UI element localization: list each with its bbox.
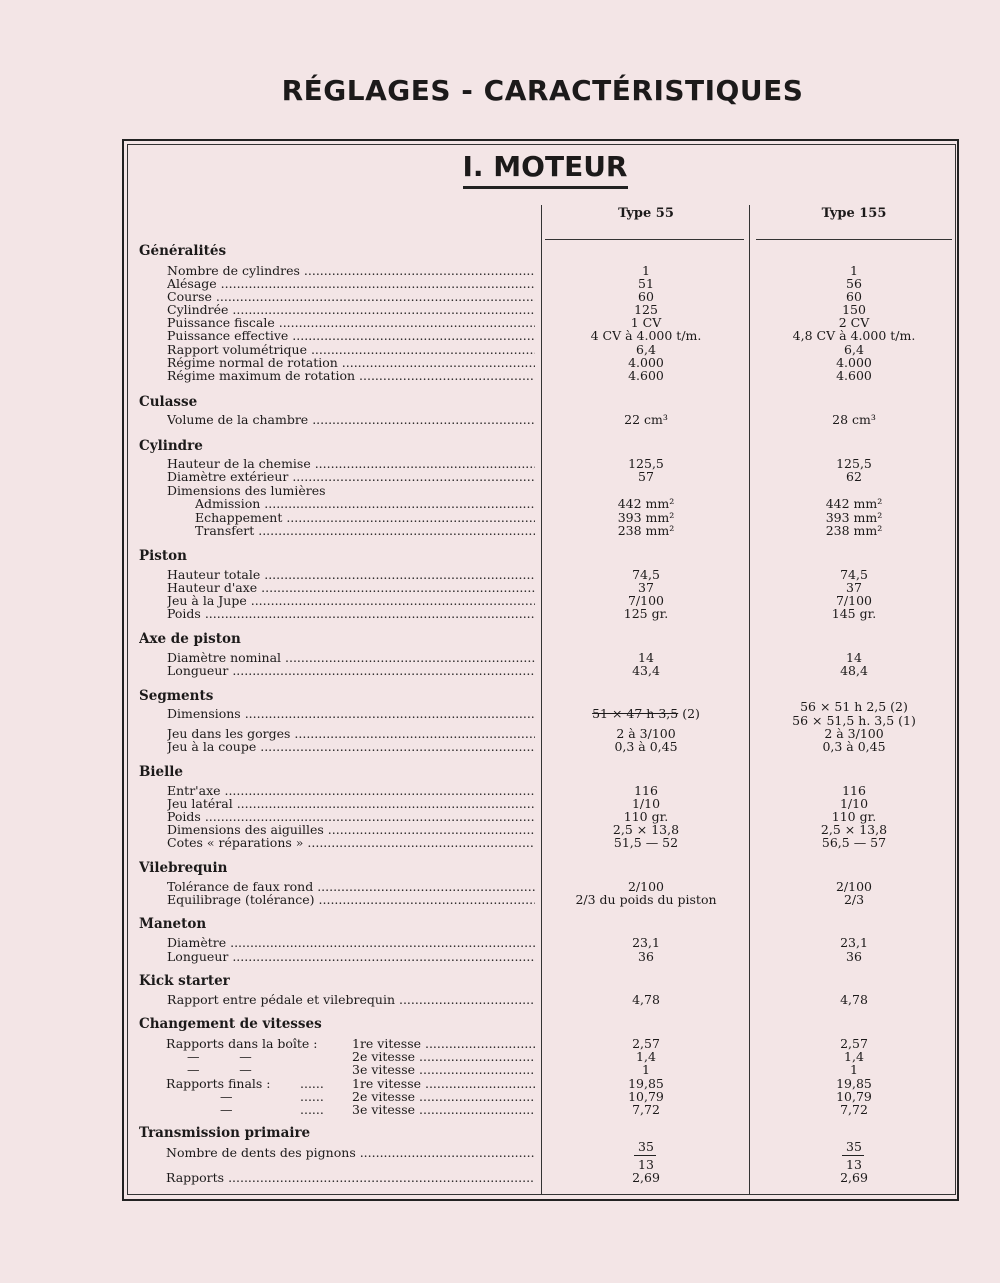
row-label: Diamètre ..... [167, 936, 535, 950]
group-kick-starter: Kick starter [139, 974, 230, 988]
value-type55: 19,85 [628, 1076, 664, 1091]
value-type55: 14 [638, 650, 654, 665]
group-changement-de-vitesses: Changement de vitesses [139, 1017, 322, 1031]
value-type55: 1/10 [631, 796, 661, 811]
value-type155: 56 [846, 276, 862, 291]
row-label: Alésage ..... [167, 277, 535, 291]
value-type55: 23,1 [632, 935, 660, 950]
value-type155: 1 [850, 263, 858, 278]
value-type155: 37 [846, 580, 862, 595]
row-label: Rapports dans la boîte : [166, 1037, 318, 1051]
value-type155: 19,85 [836, 1076, 872, 1091]
row-label: — [220, 1090, 233, 1104]
value-type155: 125,5 [836, 456, 872, 471]
group-piston: Piston [139, 549, 187, 563]
row-label: Dimensions des lumières [167, 484, 326, 498]
table-row [0, 993, 1000, 1007]
row-label: Cylindrée ..... [167, 303, 535, 317]
row-label: — — [187, 1050, 252, 1064]
row-label: Dimensions des aiguilles ..... [167, 823, 535, 837]
value-type155: 36 [846, 949, 862, 964]
row-label: Jeu dans les gorges ..... [167, 727, 535, 741]
group-axe-de-piston: Axe de piston [139, 632, 241, 646]
row-label: Course ..... [167, 290, 535, 304]
value-type55: 4,78 [632, 992, 660, 1007]
row-label: Tolérance de faux rond ..... [167, 880, 535, 894]
row-label: Echappement ..... [195, 511, 535, 525]
value-type155: 2,5 × 13,8 [820, 822, 888, 837]
table-row [0, 950, 1000, 964]
row-label: Jeu à la coupe ..... [167, 740, 535, 754]
row-sublabel: 1re vitesse ..... [352, 1077, 535, 1091]
row-label: Diamètre extérieur ..... [167, 470, 535, 484]
row-label: Rapport volumétrique ..... [167, 343, 535, 357]
value-type155: 2,57 [840, 1036, 868, 1051]
row-sublabel: 1re vitesse ..... [352, 1037, 535, 1051]
struck-value: 51 × 47 h 3,5 [592, 706, 679, 721]
fraction-numerator [0, 1140, 1000, 1154]
row-sublabel: 2e vitesse ..... [352, 1090, 535, 1104]
group-bielle: Bielle [139, 765, 183, 779]
value-type55: 125,5 [628, 456, 664, 471]
value-type155: 28 cm³ [832, 412, 876, 427]
leader-dots: ...... [300, 1090, 324, 1104]
value-type155: 6,4 [844, 342, 864, 357]
table-row [0, 740, 1000, 754]
value-type155: 2/100 [835, 879, 873, 894]
row-sublabel: 2e vitesse ..... [352, 1050, 535, 1064]
value-type155: 1 [850, 1062, 858, 1077]
value-type155: 150 [842, 302, 866, 317]
column-header-type55: Type 55 [618, 206, 674, 221]
value-type155: 2/3 [843, 892, 865, 907]
table-row [0, 936, 1000, 950]
row-label: Cotes « réparations » ..... [167, 836, 535, 850]
fraction-bar-type155 [842, 1155, 864, 1156]
table-row [0, 1063, 1000, 1077]
table-row [0, 470, 1000, 484]
value-type55: 4 CV à 4.000 t/m. [590, 328, 702, 343]
group-cylindre: Cylindre [139, 439, 203, 453]
value-type55: 22 cm³ [624, 412, 668, 427]
value-type55 [541, 707, 751, 721]
fraction-bar-type55 [634, 1155, 656, 1156]
group-transmission-primaire: Transmission primaire [139, 1126, 311, 1140]
value-type155: 238 mm² [825, 523, 883, 538]
value-type55: 238 mm² [617, 523, 675, 538]
value-type155: 56,5 — 57 [821, 835, 887, 850]
page-title: RÉGLAGES - CARACTÉRISTIQUES [281, 74, 804, 107]
row-sublabel: 3e vitesse ..... [352, 1103, 535, 1117]
row-label: Hauteur totale ..... [167, 568, 535, 582]
value-type55: 125 gr. [623, 606, 669, 621]
value-type55: 125 [634, 302, 658, 317]
row-label: — — [187, 1063, 252, 1077]
value-type55: 116 [634, 783, 658, 798]
value-type55: 1,4 [636, 1049, 656, 1064]
row-label: Rapports ..... [166, 1171, 535, 1185]
value-type55: 43,4 [632, 663, 660, 678]
group-generalites: Généralités [139, 244, 227, 258]
value-type155: 56 × 51 h 2,5 (2) [800, 699, 908, 714]
value-type55: 4.000 [628, 355, 664, 370]
value-type155: 62 [846, 469, 862, 484]
value-type55-denominator: 13 [638, 1157, 654, 1172]
row-label: Hauteur de la chemise ..... [167, 457, 535, 471]
footnote-ref: (2) [682, 706, 700, 721]
header-rule-2 [756, 239, 952, 240]
row-label: Régime normal de rotation ..... [167, 356, 535, 370]
value-type55: 51,5 — 52 [613, 835, 679, 850]
row-label: Poids ..... [167, 607, 535, 621]
row-label: Dimensions ..... [167, 707, 535, 721]
leader-dots: ...... [300, 1103, 324, 1117]
row-label: Longueur ..... [167, 950, 535, 964]
value-type155: 48,4 [840, 663, 868, 678]
value-type55: 37 [638, 580, 654, 595]
leader-dots: ...... [300, 1077, 324, 1091]
value-type55: 4.600 [628, 368, 664, 383]
value-type155: 145 gr. [831, 606, 877, 621]
value-type55: 2/100 [627, 879, 665, 894]
value-type155: 23,1 [840, 935, 868, 950]
row-label: — [220, 1103, 233, 1117]
row-label: Diamètre nominal ..... [167, 651, 535, 665]
value-type55: 51 [638, 276, 654, 291]
row-label: Nombre de dents des pignons ..... [166, 1146, 535, 1160]
table-row [0, 664, 1000, 678]
value-type55: 6,4 [636, 342, 656, 357]
table-row [0, 413, 1000, 427]
value-type155: 4.600 [836, 368, 872, 383]
header-rule-1 [545, 239, 744, 240]
row-label: Rapport entre pédale et vilebrequin ..... [167, 993, 535, 1007]
value-type155: 1,4 [844, 1049, 864, 1064]
value-type155: 2 à 3/100 [824, 726, 884, 741]
value-type155: 4,78 [840, 992, 868, 1007]
table-row [0, 1171, 1000, 1185]
row-sublabel: 3e vitesse ..... [352, 1063, 535, 1077]
row-label: Volume de la chambre ..... [167, 413, 535, 427]
value-type155: 2 CV [838, 315, 870, 330]
group-vilebrequin: Vilebrequin [139, 861, 228, 875]
value-type155: 4,8 CV à 4.000 t/m. [792, 328, 916, 343]
value-type55: 7/100 [627, 593, 665, 608]
row-label: Hauteur d'axe ..... [167, 581, 535, 595]
table-row [0, 607, 1000, 621]
value-type155-numerator: 35 [846, 1139, 862, 1154]
row-label: Entr'axe ..... [167, 784, 535, 798]
value-type55: 10,79 [628, 1089, 664, 1104]
value-type55: 1 [642, 1062, 650, 1077]
row-label: Longueur ..... [167, 664, 535, 678]
value-type155: 442 mm² [825, 496, 883, 511]
value-type155: 393 mm² [825, 510, 883, 525]
table-row [0, 836, 1000, 850]
value-type155: 74,5 [840, 567, 868, 582]
section-title: I. MOTEUR [462, 150, 628, 183]
row-label: Equilibrage (tolérance) ..... [167, 893, 535, 907]
value-type155-alt: 56 × 51,5 h. 3,5 (1) [792, 713, 916, 728]
group-maneton: Maneton [139, 917, 207, 931]
value-type155: 7/100 [835, 593, 873, 608]
value-type155: 0,3 à 0,45 [822, 739, 886, 754]
table-row [0, 329, 1000, 343]
value-type55: 57 [638, 469, 654, 484]
value-type155: 60 [846, 289, 862, 304]
value-type55-numerator: 35 [638, 1139, 654, 1154]
row-label: Régime maximum de rotation ..... [167, 369, 535, 383]
value-type55: 442 mm² [617, 496, 675, 511]
value-type55: 0,3 à 0,45 [614, 739, 678, 754]
value-type155-denominator: 13 [846, 1157, 862, 1172]
value-type155: 1/10 [839, 796, 869, 811]
value-type155: 2,69 [840, 1170, 868, 1185]
value-type155: 10,79 [836, 1089, 872, 1104]
table-row [0, 699, 1000, 728]
row-label: Jeu à la Jupe ..... [167, 594, 535, 608]
table-row [0, 1103, 1000, 1117]
row-label: Transfert ..... [195, 524, 535, 538]
value-type55: 2,69 [632, 1170, 660, 1185]
column-header-type155: Type 155 [821, 206, 887, 221]
table-row [0, 893, 1000, 907]
value-type55: 1 CV [630, 315, 662, 330]
value-type155: 110 gr. [831, 809, 877, 824]
row-label: Rapports finals : [166, 1077, 271, 1091]
value-type55: 60 [638, 289, 654, 304]
value-type55: 2 à 3/100 [616, 726, 676, 741]
value-type55: 110 gr. [623, 809, 669, 824]
value-type55: 2/3 du poids du piston [575, 892, 717, 907]
value-type155: 14 [846, 650, 862, 665]
table-row [0, 497, 1000, 511]
group-culasse: Culasse [139, 395, 198, 409]
value-type55: 7,72 [632, 1102, 660, 1117]
row-label: Puissance effective ..... [167, 329, 535, 343]
table-row [0, 369, 1000, 383]
value-type55: 36 [638, 949, 654, 964]
row-label: Nombre de cylindres ..... [167, 264, 535, 278]
row-label: Admission ..... [195, 497, 535, 511]
value-type55: 2,57 [632, 1036, 660, 1051]
section-title-underline [463, 186, 628, 189]
value-type55: 74,5 [632, 567, 660, 582]
value-type155: 4.000 [836, 355, 872, 370]
value-type55: 393 mm² [617, 510, 675, 525]
group-segments: Segments [139, 689, 214, 703]
row-label: Jeu latéral ..... [167, 797, 535, 811]
value-type155: 7,72 [840, 1102, 868, 1117]
value-type55: 2,5 × 13,8 [612, 822, 680, 837]
table-row [0, 524, 1000, 538]
value-type155: 116 [842, 783, 866, 798]
row-label: Puissance fiscale ..... [167, 316, 535, 330]
value-type55: 1 [642, 263, 650, 278]
row-label: Poids ..... [167, 810, 535, 824]
